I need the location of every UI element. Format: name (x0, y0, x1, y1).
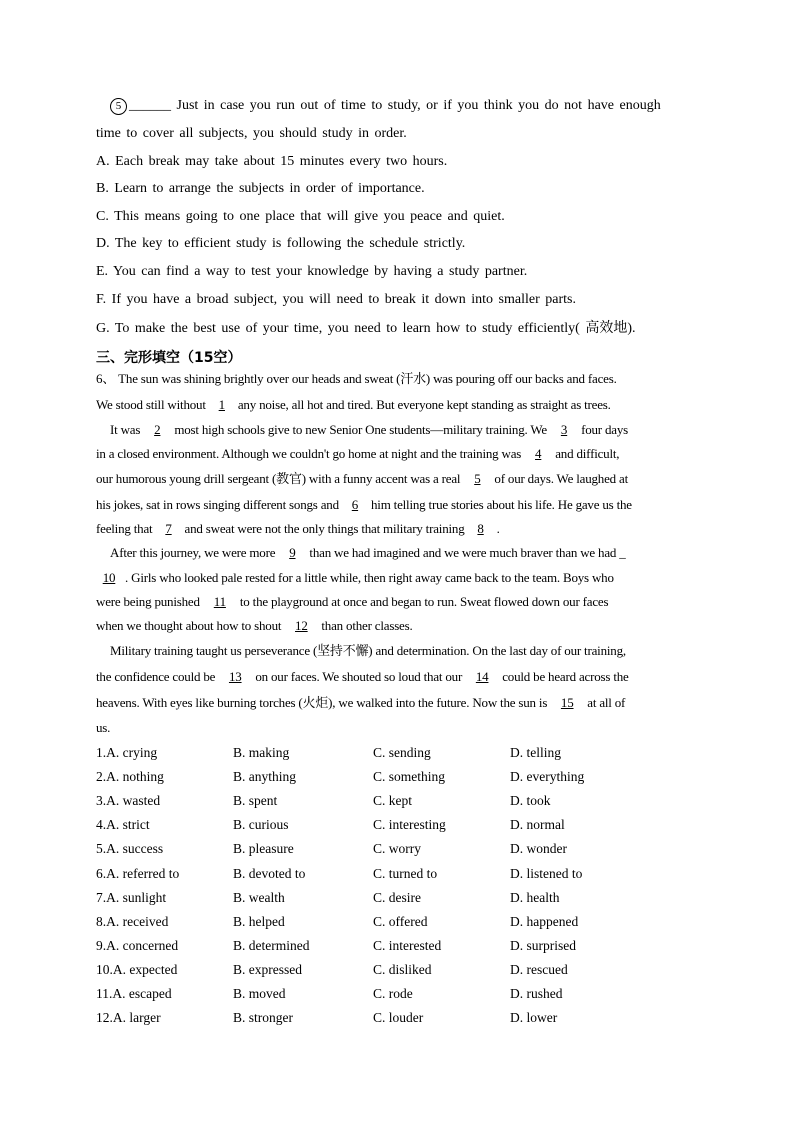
passage-line: Military training taught us perseverance (坚持不懈) and determination. On the last day of our training, (110, 643, 626, 658)
option-7d: D. health (510, 890, 560, 905)
circled-number-5: 5 (110, 98, 127, 115)
option-4b: B. curious (233, 817, 289, 832)
option-7b: B. wealth (233, 890, 285, 905)
passage-line: heavens. With eyes like burning torches (火炬), we walked into the future. Now the sun is 15 at all of (96, 695, 626, 710)
passage-line: in a closed environment. Although we couldn't go home at night and the training was 4 and difficult, (96, 446, 620, 461)
option-5d: D. wonder (510, 841, 567, 856)
option-1c: C. sending (373, 745, 431, 760)
option-10a: 10.A. expected (96, 962, 178, 977)
option-9d: D. surprised (510, 938, 576, 953)
option-12c: C. louder (373, 1010, 424, 1025)
option-12b: B. stronger (233, 1010, 293, 1025)
blank-4: 4 (535, 446, 542, 461)
blank-14: 14 (475, 669, 489, 684)
passage-line: our humorous young drill sergeant (教官) with a funny accent was a real 5 of our days. We laughed at (96, 471, 628, 486)
section-heading: 三、完形填空（15空） (96, 350, 242, 366)
passage-line: It was 2 most high schools give to new Senior One students—military training. We 3 four days (110, 422, 629, 437)
option-10d: D. rescued (510, 962, 568, 977)
option-6a: 6.A. referred to (96, 866, 180, 881)
option-11d: D. rushed (510, 986, 563, 1001)
choice-f: F. If you have a broad subject, you will need to break it down into smaller parts. (96, 292, 576, 307)
choice-b: B. Learn to arrange the subjects in order of importance. (96, 181, 425, 196)
passage-line: us. (96, 720, 111, 735)
option-6b: B. devoted to (233, 866, 306, 881)
option-2a: 2.A. nothing (96, 769, 164, 784)
passage-line: feeling that 7 and sweat were not the only things that military training 8 . (96, 521, 500, 536)
passage-line: his jokes, sat in rows singing different songs and 6 him telling true stories about his life. He gave us the (96, 497, 632, 512)
option-7a: 7.A. sunlight (96, 890, 167, 905)
choice-a: A. Each break may take about 15 minutes every two hours. (96, 154, 448, 169)
blank-6: 6 (351, 497, 359, 512)
option-7c: C. desire (373, 890, 421, 905)
option-1d: D. telling (510, 745, 561, 760)
question-5-line-1: 5 ______ Just in case you run out of time to study, or if you think you do not have enough (110, 97, 661, 115)
option-12d: D. lower (510, 1010, 558, 1025)
option-3c: C. kept (373, 793, 412, 808)
blank-5: 5 (474, 471, 481, 486)
option-10c: C. disliked (373, 962, 432, 977)
option-9c: C. interested (373, 938, 442, 953)
option-3d: D. took (510, 793, 551, 808)
option-5b: B. pleasure (233, 841, 294, 856)
passage-line: when we thought about how to shout 12 than other classes. (96, 618, 413, 633)
choice-g: G. To make the best use of your time, you need to learn how to study efficiently( 高效地). (96, 321, 636, 336)
option-6d: D. listened to (510, 866, 583, 881)
blank-7: 7 (165, 521, 172, 536)
option-6c: C. turned to (373, 866, 438, 881)
option-2c: C. something (373, 769, 446, 784)
blank-3: 3 (560, 422, 568, 437)
passage-line: 6、 The sun was shining brightly over our heads and sweat (汗水) was pouring off our backs and faces. (96, 371, 617, 386)
option-9b: B. determined (233, 938, 310, 953)
option-3b: B. spent (233, 793, 278, 808)
option-12a: 12.A. larger (96, 1010, 161, 1025)
blank-10: 10 (102, 570, 116, 585)
option-1b: B. making (233, 745, 290, 760)
option-8a: 8.A. received (96, 914, 169, 929)
blank-13: 13 (228, 669, 242, 684)
option-4c: C. interesting (373, 817, 446, 832)
passage-line: 10 . Girls who looked pale rested for a little while, then right away came back to the team. Boys who (96, 569, 614, 587)
option-4d: D. normal (510, 817, 565, 832)
passage-line: the confidence could be 13 on our faces. We shouted so loud that our 14 could be heard across the (96, 669, 629, 684)
choice-c: C. This means going to one place that will give you peace and quiet. (96, 209, 505, 224)
blank-12: 12 (295, 618, 308, 633)
blank-9: 9 (289, 545, 296, 560)
option-5c: C. worry (373, 841, 421, 856)
passage-line: We stood still without 1 any noise, all hot and tired. But everyone kept standing as straight as trees. (96, 397, 611, 412)
choice-d: D. The key to efficient study is following the schedule strictly. (96, 236, 466, 251)
blank-15: 15 (560, 695, 574, 710)
option-11c: C. rode (373, 986, 413, 1001)
blank-11: 11 (213, 594, 226, 609)
option-11a: 11.A. escaped (96, 986, 172, 1001)
blank-1: 1 (218, 397, 225, 412)
option-5a: 5.A. success (96, 841, 164, 856)
blank-2: 2 (154, 422, 161, 437)
option-8b: B. helped (233, 914, 285, 929)
option-11b: B. moved (233, 986, 286, 1001)
option-4a: 4.A. strict (96, 817, 150, 832)
option-8d: D. happened (510, 914, 579, 929)
passage-line: were being punished 11 to the playground at once and began to run. Sweat flowed down our faces (96, 594, 609, 609)
question-5-line-2: time to cover all subjects, you should study in order. (96, 126, 407, 141)
blank-8: 8 (477, 521, 484, 536)
option-2b: B. anything (233, 769, 296, 784)
option-8c: C. offered (373, 914, 428, 929)
choice-e: E. You can find a way to test your knowledge by having a study partner. (96, 264, 528, 279)
option-10b: B. expressed (233, 962, 302, 977)
option-9a: 9.A. concerned (96, 938, 179, 953)
option-1a: 1.A. crying (96, 745, 158, 760)
option-3a: 3.A. wasted (96, 793, 161, 808)
passage-line: After this journey, we were more 9 than we had imagined and we were much braver than we had _ (110, 545, 626, 560)
option-2d: D. everything (510, 769, 585, 784)
